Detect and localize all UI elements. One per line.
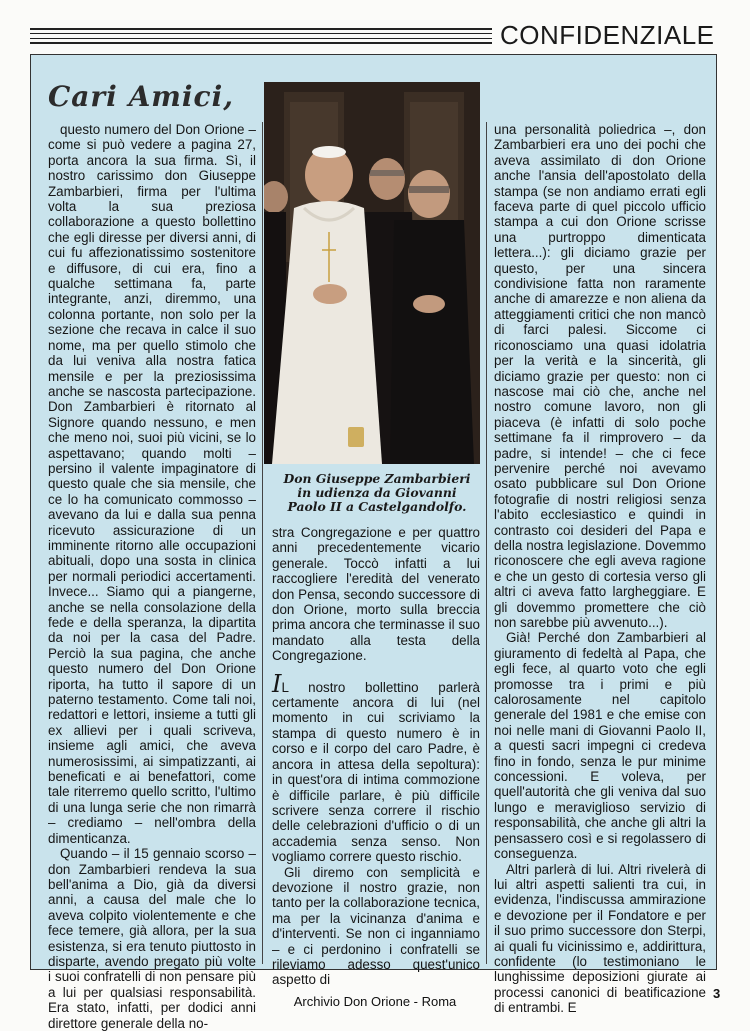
archive-footer: Archivio Don Orione - Roma (293, 994, 457, 1009)
header-rules (30, 28, 492, 50)
caption-line-1: Don Giuseppe Zambarbieri (283, 471, 471, 486)
caption-line-3: Paolo II a Castelgandolfo. (287, 499, 467, 515)
photo-papal-audience (264, 82, 480, 464)
section-title: CONFIDENZIALE (500, 20, 715, 50)
drop-cap: I (272, 669, 282, 698)
col2-paragraph-3: Gli diremo con semplicità e devozione il nostro grazie, non tanto per la collaborazione tecnica, ma per la vicinanza d'anima e d'interventi. Se non ci inganniamo – e ci perdonino i confratelli se rileviamo adesso quest'unico aspetto di (272, 864, 480, 988)
col2-paragraph-2 (272, 669, 480, 865)
col2-paragraph-1: stra Congregazione e per quattro anni precedentemente vicario generale. Toccò infatti a lui raccogliere l'eredità del venerato don Pensa, secondo successore di don Orione, morto sulla breccia prima ancora che terminasse il suo mandato alla testa della Congregazione. (272, 525, 480, 664)
column-1 (48, 122, 256, 1031)
greeting: Cari Amici, (48, 80, 234, 113)
column-divider-right (486, 122, 487, 964)
photo-illustration (264, 82, 480, 464)
page-number: 3 (713, 986, 721, 1001)
caption-line-2: in udienza da Giovanni (297, 485, 457, 501)
col1-paragraph-1: questo numero del Don Orione – come si può vedere a pagina 27, porta ancora la sua firma. Sì, il nostro carissimo don Giuseppe Zambarbieri, firma per l'ultima volta la sua preziosa collaborazione a questo bollettino che egli diresse per diversi anni, di cui fu affezionatissimo sostenitore e diffusore, di cui era, fino a qualche settimana fa, parte integrante, anzi, diremmo, una colonna portante, non solo per la sezione che recava in calce il suo nome, ma per quello stimolo che da lui veniva alla nostra fatica mensile e per la preziosissima anche se nascosta partecipazione. Don Zambarbieri è ritornato al Signore quando nessuno, e men che meno noi, suoi più vicini, se lo aspettavano; quando molti – persino il valente impaginatore di questo quale che sia mensile, che ce lo ha comunicato commosso – avevano da lui e dalla sua penna ricevuto assicurazione di un imminente ritorno alle occupazioni abituali, dopo una sosta in clinica per normali periodici accertamenti. Invece... Siamo qui a piangerne, anche se nella consolazione della fede e della speranza, la dipartita da noi per la casa del Padre. Perciò la sua pagina, che anche questo numero del Don Orione riporta, ha tutto il sapore di un paterno testamento. Come tali noi, redattori e lettori, insieme a tutti gli ex allievi per i quali scriveva, insieme agli amici, che aveva numerosissimi, ai simpatizzanti, ai beneficati e ai benefattori, come tale riterremo quello scritto, l'ultimo di una lunga serie che non rimarrà – crediamo – nell'ombra della dimenticanza. (48, 122, 256, 846)
column-2 (272, 525, 480, 988)
col3-paragraph-2: Già! Perché don Zambarbieri al giuramento di fedeltà al Papa, che egli fece, al quarto voto che egli promosse tra i primi e più calorosamente nel capitolo generale del 1981 e che emise con noi nelle mani di Giovanni Paolo II, a questi sacri impegni ci credeva fino in fondo, senza le pur minime concessioni. E voleva, per quell'autorità che gli veniva dal suo lungo e meraviglioso servizio di responsabilità, che anche gli altri la pensassero così e si regolassero di conseguenza. (494, 630, 706, 862)
col1-paragraph-2: Quando – il 15 gennaio scorso – don Zambarbieri rendeva la sua bell'anima a Dio, già da diversi anni, a causa del male che lo aveva colpito violentemente e che fece temere, già allora, per la sua esistenza, si era tenuto piuttosto in disparte, avendo pregato più volte i suoi confratelli di non pensare più a lui per qualsiasi responsabilità. Era stato, infatti, per dodici anni direttore generale della no- (48, 846, 256, 1031)
col2-paragraph-2-text: L nostro bollettino parlerà certamente ancora di lui (nel momento in cui scriviamo la stampa di questo numero è in corso e il corpo del caro Padre, è ancora in attesa della sepoltura): in quest'ora di intima commozione è difficile parlare, è più difficile scrivere senza correre il rischio delle celebrazioni d'ufficio o di un accademia senza senso. Non vogliamo correre questo rischio. (272, 679, 480, 865)
column-3 (494, 122, 706, 1016)
column-divider-left (262, 122, 263, 964)
col3-paragraph-1: una personalità poliedrica –, don Zambarbieri era uno dei pochi che aveva assimilato di don Orione anche l'ansia dell'apostolato della stampa (se non andiamo errati egli faceva parte di quel piccolo ufficio stampa a cui don Orione scrisse una purtroppo dimenticata lettera...): gli diciamo grazie per questo, per una sincera condivisione fatta non raramente anche di amarezze e non aliena da atteggiamenti critici che non mancò di farci palesi. Siccome ci riconosciamo una quasi idolatria per la verità e la sincerità, gli diciamo grazie per questo: non ci nascose mai ciò che, anche nel nostro comune lavoro, non gli piaceva (è infatti di solo poche settimane fa il rimprovero – da padre, si intende! – che ci fece pervenire perché noi avevamo osato pubblicare sul Don Orione fotografie di nostri religiosi senza l'abito ecclesiastico e quindi in contrasto coi desideri del Papa e della nostra legislazione. Dovemmo riconoscere che egli aveva ragione e che un gesto di cortesia verso gli altri ci aveva fatto largheggiare. E gli dovemmo promettere che ciò non sarebbe più avvenuto...). (494, 122, 706, 630)
photo-caption (272, 472, 482, 515)
col3-paragraph-3: Altri parlerà di lui. Altri rivelerà di lui altri aspetti salienti tra cui, in evidenza, l'indiscussa ammirazione e devozione per il Fondatore e per il suo primo successore don Sterpi, ai quali fu vicinissimo e, addirittura, confidente (lo testimoniano le lunghissime deposizioni giurate ai processi canonici di beatificazione di entrambi. E (494, 861, 706, 1016)
